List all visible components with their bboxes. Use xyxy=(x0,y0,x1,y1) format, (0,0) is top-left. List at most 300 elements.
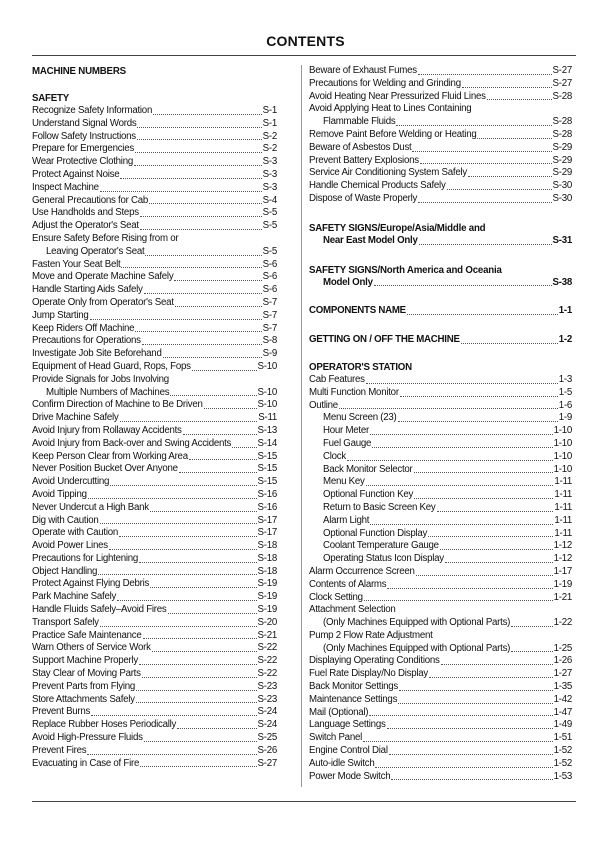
toc-entry[interactable] xyxy=(32,131,277,144)
dot-leader xyxy=(204,408,257,409)
toc-entry[interactable] xyxy=(32,310,277,323)
toc-entry[interactable] xyxy=(309,732,572,745)
toc-page-number: S-7 xyxy=(262,309,277,321)
toc-entry[interactable] xyxy=(309,540,572,553)
toc-entry[interactable] xyxy=(32,502,277,515)
toc-entry[interactable] xyxy=(32,706,277,719)
dot-leader xyxy=(232,447,256,448)
toc-entry-title: Keep Riders Off Machine xyxy=(32,322,135,334)
toc-entry[interactable] xyxy=(32,271,277,284)
toc-entry[interactable] xyxy=(32,284,277,297)
operators-station-entries xyxy=(309,374,572,784)
toc-entry-title: Prevent Battery Explosions xyxy=(309,154,419,166)
toc-entry-title: Optional Function Display xyxy=(323,527,428,539)
toc-entry[interactable] xyxy=(309,78,572,91)
toc-entry-title: Store Attachments Safely xyxy=(32,693,135,705)
dot-leader xyxy=(369,715,552,716)
dot-leader xyxy=(370,524,553,525)
toc-entry[interactable] xyxy=(309,180,572,193)
toc-entry[interactable] xyxy=(32,387,277,400)
top-rule xyxy=(32,55,576,56)
toc-entry[interactable] xyxy=(32,630,277,643)
toc-page-number: 1-35 xyxy=(553,681,572,693)
toc-entry[interactable] xyxy=(32,489,277,502)
toc-entry[interactable] xyxy=(309,553,572,566)
toc-entry-title: Mail (Optional) xyxy=(309,706,369,718)
dot-leader xyxy=(339,408,558,409)
toc-entry[interactable] xyxy=(309,745,572,758)
toc-entry-title: Clock Setting xyxy=(309,591,363,603)
dot-leader xyxy=(149,203,262,204)
toc-entry[interactable] xyxy=(309,464,572,477)
toc-entry-title: Alarm Occurrence Screen xyxy=(309,565,415,577)
toc-page-number: 1-19 xyxy=(553,578,572,590)
toc-page-number: S-6 xyxy=(262,258,277,270)
dot-leader xyxy=(387,728,553,729)
toc-page-number: S-22 xyxy=(257,655,277,667)
toc-page-number: S-15 xyxy=(257,463,277,475)
toc-entry[interactable] xyxy=(309,579,572,592)
dot-leader xyxy=(414,498,553,499)
toc-entry-title: Warn Others of Service Work xyxy=(32,642,151,654)
toc-entry-title: Multi Function Monitor xyxy=(309,386,399,398)
toc-entry-title: Optional Function Key xyxy=(323,489,414,501)
dot-leader xyxy=(389,754,553,755)
toc-entry[interactable] xyxy=(32,105,277,118)
dot-leader xyxy=(135,331,261,332)
toc-page-number: S-23 xyxy=(257,680,277,692)
toc-entry[interactable] xyxy=(309,719,572,732)
toc-entry[interactable] xyxy=(309,502,572,515)
toc-entry-title: Never Position Bucket Over Anyone xyxy=(32,463,178,475)
toc-entry-line: Pump 2 Flow Rate Adjustment xyxy=(309,629,433,641)
toc-page-number: S-13 xyxy=(257,424,277,436)
toc-page-number: S-24 xyxy=(257,719,277,731)
toc-entry-title: Back Monitor Settings xyxy=(309,681,398,693)
safety-entries xyxy=(32,105,277,770)
toc-entry[interactable] xyxy=(32,540,277,553)
toc-entry[interactable] xyxy=(32,169,277,182)
dot-leader xyxy=(134,165,262,166)
toc-entry[interactable] xyxy=(32,182,277,195)
dot-leader xyxy=(487,99,552,100)
toc-entry[interactable] xyxy=(32,297,277,310)
dot-leader xyxy=(477,138,551,139)
toc-page-number: S-28 xyxy=(552,116,572,128)
toc-entry-title: Flammable Fluids xyxy=(323,116,396,128)
dot-leader xyxy=(447,189,552,190)
toc-page-number: S-22 xyxy=(257,642,277,654)
toc-entry-title: Keep Person Clear from Working Area xyxy=(32,450,188,462)
toc-entry-title: Wear Protective Clothing xyxy=(32,156,133,168)
dot-leader xyxy=(420,163,552,164)
dot-leader xyxy=(153,114,262,115)
toc-entry[interactable] xyxy=(32,668,277,681)
toc-entry[interactable] xyxy=(309,400,572,413)
toc-page-number: 1-11 xyxy=(554,501,572,513)
toc-entry-title: Prepare for Emergencies xyxy=(32,143,134,155)
toc-entry[interactable] xyxy=(309,116,572,129)
toc-page-number: 1-25 xyxy=(553,642,572,654)
toc-page-number: S-27 xyxy=(552,65,572,76)
toc-entry-title: Use Handholds and Steps xyxy=(32,207,139,219)
toc-entry-title: Avoid Power Lines xyxy=(32,540,108,552)
toc-entry[interactable] xyxy=(309,515,572,528)
toc-page-number: 1-52 xyxy=(553,757,572,769)
toc-page-number: S-25 xyxy=(257,732,277,744)
toc-page-number: S-17 xyxy=(257,514,277,526)
toc-entry[interactable] xyxy=(32,323,277,336)
toc-page-number: S-10 xyxy=(257,399,277,411)
toc-entry-title: Language Settings xyxy=(309,719,386,731)
toc-entry-title: Handle Starting Aids Safely xyxy=(32,284,143,296)
dot-leader xyxy=(189,459,257,460)
toc-page-number: S-24 xyxy=(257,706,277,718)
toc-entry-title: Service Air Conditioning System Safely xyxy=(309,167,467,179)
toc-page-number: S-29 xyxy=(552,141,572,153)
toc-entry-title: Menu Screen (23) xyxy=(323,412,397,424)
toc-page-number: S-28 xyxy=(552,128,572,140)
toc-entry-title: Maintenance Settings xyxy=(309,693,398,705)
dot-leader xyxy=(437,511,554,512)
dot-leader xyxy=(87,754,256,755)
toc-entry[interactable] xyxy=(309,681,572,694)
dot-leader xyxy=(145,255,261,256)
toc-entry[interactable] xyxy=(309,193,572,206)
dot-leader xyxy=(120,421,258,422)
toc-entry[interactable] xyxy=(32,259,277,272)
toc-page-number: S-28 xyxy=(552,90,572,102)
toc-page-number: 1-42 xyxy=(553,693,572,705)
toc-entry-title: Practice Safe Maintenance xyxy=(32,629,142,641)
left-column xyxy=(32,65,277,770)
toc-entry[interactable] xyxy=(32,604,277,617)
toc-entry-title: Avoid Injury from Back-over and Swing Accidents xyxy=(32,437,232,449)
toc-page-number: S-10 xyxy=(257,360,277,372)
toc-page-number: S-2 xyxy=(262,130,277,142)
toc-page-number: S-15 xyxy=(257,476,277,488)
section-heading-machine-numbers: MACHINE NUMBERS xyxy=(32,66,126,77)
toc-page-number: S-8 xyxy=(262,335,277,347)
dot-leader xyxy=(412,151,551,152)
toc-entry[interactable] xyxy=(32,515,277,528)
toc-entry[interactable] xyxy=(309,707,572,720)
toc-entry[interactable] xyxy=(309,425,572,438)
toc-entry-title: (Only Machines Equipped with Optional Parts) xyxy=(323,617,511,629)
toc-entry[interactable] xyxy=(309,489,572,502)
toc-page-number: S-7 xyxy=(262,322,277,334)
toc-entry[interactable] xyxy=(309,592,572,605)
toc-entry-title: Adjust the Operator's Seat xyxy=(32,220,139,232)
dot-leader xyxy=(100,523,257,524)
toc-entry[interactable] xyxy=(32,694,277,707)
toc-entry-title: Multiple Numbers of Machines xyxy=(46,386,170,398)
toc-entry-title: Remove Paint Before Welding or Heating xyxy=(309,128,477,140)
toc-entry-title: Back Monitor Selector xyxy=(323,463,413,475)
dot-leader xyxy=(391,779,552,780)
toc-entry[interactable] xyxy=(32,566,277,579)
dot-leader xyxy=(399,690,553,691)
toc-entry-title: Evacuating in Case of Fire xyxy=(32,757,140,769)
dot-leader xyxy=(462,87,552,88)
dot-leader xyxy=(347,460,553,461)
toc-entry-line: Provide Signals for Jobs Involving xyxy=(32,373,169,385)
toc-entry-title: Fuel Gauge xyxy=(323,437,372,449)
dot-leader xyxy=(150,511,257,512)
toc-entry-title: Prevent Parts from Flying xyxy=(32,680,136,692)
dot-leader xyxy=(414,472,553,473)
toc-entry-title: (Only Machines Equipped with Optional Parts) xyxy=(323,642,511,654)
dot-leader xyxy=(183,434,257,435)
toc-entry[interactable] xyxy=(309,438,572,451)
toc-entry-signs-na[interactable]: Model Only S-38 xyxy=(323,276,572,288)
toc-page-number: S-30 xyxy=(552,180,572,192)
toc-entry[interactable] xyxy=(309,643,572,656)
toc-page-number: 1-26 xyxy=(553,655,572,667)
toc-entry-components-name[interactable]: COMPONENTS NAME 1-1 xyxy=(309,305,572,317)
dot-leader xyxy=(140,766,256,767)
dot-leader xyxy=(100,626,257,627)
toc-entry[interactable] xyxy=(32,527,277,540)
toc-entry[interactable] xyxy=(32,591,277,604)
toc-page-number: S-18 xyxy=(257,540,277,552)
dot-leader xyxy=(398,703,552,704)
toc-page-number: S-23 xyxy=(257,693,277,705)
toc-entry[interactable] xyxy=(309,758,572,771)
toc-entry[interactable] xyxy=(32,207,277,220)
toc-entry-title: Equipment of Head Guard, Rops, Fops xyxy=(32,360,191,372)
dot-leader xyxy=(170,395,256,396)
toc-page-number: S-11 xyxy=(258,412,277,424)
toc-entry-title: Switch Panel xyxy=(309,732,363,744)
toc-entry[interactable] xyxy=(309,668,572,681)
dot-leader xyxy=(142,677,257,678)
toc-entry[interactable] xyxy=(32,642,277,655)
toc-page-number: S-16 xyxy=(257,488,277,500)
dot-leader xyxy=(119,536,257,537)
toc-entry[interactable] xyxy=(309,65,572,78)
toc-entry-title: Support Machine Properly xyxy=(32,655,139,667)
toc-entry[interactable] xyxy=(309,566,572,579)
toc-page-number: S-6 xyxy=(262,271,277,283)
toc-entry-title: Auto-idle Switch xyxy=(309,757,375,769)
dot-leader xyxy=(143,638,257,639)
dot-leader xyxy=(370,434,553,435)
dot-leader xyxy=(179,472,257,473)
dot-leader xyxy=(366,485,554,486)
toc-entry[interactable] xyxy=(32,732,277,745)
toc-page-number: S-22 xyxy=(257,668,277,680)
toc-entry-title: Park Machine Safely xyxy=(32,591,117,603)
dot-leader xyxy=(468,176,552,177)
toc-entry-title: Leaving Operator's Seat xyxy=(46,245,145,257)
toc-entry[interactable] xyxy=(32,156,277,169)
toc-entry[interactable] xyxy=(32,335,277,348)
toc-entry[interactable] xyxy=(309,374,572,387)
toc-entry-title: General Precautions for Cab xyxy=(32,194,149,206)
toc-entry[interactable] xyxy=(32,425,277,438)
section-heading-signs-europe: SAFETY SIGNS/Europe/Asia/Middle and xyxy=(309,222,486,234)
safety-entries-continued xyxy=(309,65,572,206)
toc-page-number: S-27 xyxy=(257,757,277,769)
toc-entry-title: Beware of Exhaust Fumes xyxy=(309,65,417,76)
toc-page-number: S-16 xyxy=(257,501,277,513)
toc-entry[interactable] xyxy=(32,361,277,374)
toc-page-number: S-7 xyxy=(262,296,277,308)
toc-entry-title: Understand Signal Words xyxy=(32,117,137,129)
toc-entry[interactable] xyxy=(309,129,572,142)
toc-entry-title: Operate with Caution xyxy=(32,527,119,539)
dot-leader xyxy=(88,498,257,499)
toc-entry[interactable] xyxy=(32,655,277,668)
dot-leader xyxy=(109,549,257,550)
toc-page-number: S-3 xyxy=(262,181,277,193)
dot-leader xyxy=(387,588,552,589)
dot-leader xyxy=(163,357,262,358)
toc-entry-title: Prevent Burns xyxy=(32,706,91,718)
dot-leader xyxy=(136,702,257,703)
toc-entry-title: Alarm Light xyxy=(323,514,370,526)
toc-entry-title: Avoid Injury from Rollaway Accidents xyxy=(32,424,182,436)
toc-entry[interactable] xyxy=(32,463,277,476)
toc-entry[interactable] xyxy=(32,451,277,464)
toc-entry-title: Avoid Heating Near Pressurized Fluid Lines xyxy=(309,90,486,102)
toc-entry[interactable] xyxy=(309,167,572,180)
toc-entry[interactable] xyxy=(32,246,277,259)
toc-entry-title: Replace Rubber Hoses Periodically xyxy=(32,719,177,731)
dot-leader xyxy=(142,344,262,345)
dot-leader xyxy=(418,74,552,75)
toc-entry-title: Prevent Fires xyxy=(32,744,87,756)
toc-page-number: 1-9 xyxy=(558,412,572,424)
toc-entry-title: Avoid Undercutting xyxy=(32,476,110,488)
toc-entry-title: Fasten Your Seat Belt xyxy=(32,258,121,270)
toc-entry-title: Follow Safety Instructions xyxy=(32,130,136,142)
toc-entry-getting-on-off[interactable]: GETTING ON / OFF THE MACHINE 1-2 xyxy=(309,334,572,346)
toc-page-number: 1-27 xyxy=(553,668,572,680)
dot-leader xyxy=(418,202,551,203)
toc-entry-title: Recognize Safety Information xyxy=(32,105,153,116)
toc-page-number: 1-17 xyxy=(553,565,572,577)
dot-leader xyxy=(441,664,553,665)
toc-page-number: 1-10 xyxy=(553,425,572,437)
toc-entry[interactable] xyxy=(32,438,277,451)
dot-leader xyxy=(100,191,262,192)
dot-leader xyxy=(429,677,553,678)
dot-leader xyxy=(91,715,256,716)
toc-entry[interactable] xyxy=(309,387,572,400)
toc-entry[interactable] xyxy=(309,476,572,489)
toc-entry[interactable] xyxy=(309,617,572,630)
toc-entry-title: Confirm Direction of Machine to Be Driven xyxy=(32,399,203,411)
toc-page-number: S-6 xyxy=(262,284,277,296)
toc-page-number: S-18 xyxy=(257,565,277,577)
dot-leader xyxy=(398,421,558,422)
right-column xyxy=(309,65,572,783)
dot-leader xyxy=(366,383,558,384)
toc-entry[interactable] xyxy=(309,91,572,104)
toc-entry[interactable] xyxy=(309,412,572,425)
toc-entry[interactable] xyxy=(32,617,277,630)
toc-entry-title: Contents of Alarms xyxy=(309,578,387,590)
toc-entry[interactable] xyxy=(32,118,277,131)
toc-page-number: S-19 xyxy=(257,578,277,590)
toc-entry[interactable] xyxy=(32,719,277,732)
page-title: CONTENTS xyxy=(266,33,345,49)
dot-leader xyxy=(440,549,553,550)
dot-leader xyxy=(192,370,257,371)
dot-leader xyxy=(511,626,552,627)
toc-entry-line: Avoid Applying Heat to Lines Containing xyxy=(309,103,472,115)
toc-entry-title: Protect Against Noise xyxy=(32,168,120,180)
toc-entry[interactable] xyxy=(309,451,572,464)
toc-page-number: S-1 xyxy=(262,117,277,129)
dot-leader xyxy=(375,767,552,768)
toc-page-number: S-21 xyxy=(257,629,277,641)
toc-page-number: 1-12 xyxy=(553,540,572,552)
toc-entry[interactable] xyxy=(309,655,572,668)
toc-entry[interactable] xyxy=(309,155,572,168)
toc-entry-signs-europe[interactable]: Near East Model Only S-31 xyxy=(323,234,572,246)
toc-page-number: S-20 xyxy=(257,616,277,628)
toc-entry-title: Engine Control Dial xyxy=(309,745,388,757)
toc-page-number: S-10 xyxy=(257,386,277,398)
dot-leader xyxy=(144,293,262,294)
toc-page-number: 1-11 xyxy=(554,476,572,488)
toc-entry[interactable] xyxy=(32,348,277,361)
toc-entry[interactable] xyxy=(32,412,277,425)
toc-entry[interactable] xyxy=(32,143,277,156)
toc-entry-title: Dig with Caution xyxy=(32,514,99,526)
toc-entry[interactable] xyxy=(309,771,572,784)
toc-entry[interactable] xyxy=(32,745,277,758)
toc-entry[interactable] xyxy=(32,758,277,771)
toc-page-number: S-19 xyxy=(257,591,277,603)
dot-leader xyxy=(445,562,553,563)
dot-leader xyxy=(416,575,553,576)
toc-page-number: 1-49 xyxy=(553,719,572,731)
section-heading-signs-na: SAFETY SIGNS/North America and Oceania xyxy=(309,264,502,276)
toc-page-number: 1-22 xyxy=(553,617,572,629)
section-heading-safety: SAFETY xyxy=(32,93,70,104)
toc-page-number: 1-11 xyxy=(554,514,572,526)
toc-page-number: 1-53 xyxy=(553,770,572,782)
dot-leader xyxy=(136,690,256,691)
toc-page-number: 1-12 xyxy=(553,553,572,565)
toc-entry[interactable] xyxy=(32,578,277,591)
toc-entry[interactable] xyxy=(309,528,572,541)
toc-entry-title: Menu Key xyxy=(323,476,365,488)
dot-leader xyxy=(396,125,551,126)
toc-page-number: S-17 xyxy=(257,527,277,539)
toc-entry-title: Clock xyxy=(323,450,346,462)
toc-entry[interactable] xyxy=(32,220,277,233)
toc-entry[interactable] xyxy=(32,681,277,694)
dot-leader xyxy=(90,319,262,320)
toc-entry-title: Inspect Machine xyxy=(32,181,99,193)
toc-entry[interactable] xyxy=(309,142,572,155)
toc-entry[interactable] xyxy=(32,553,277,566)
toc-entry[interactable] xyxy=(32,195,277,208)
toc-entry[interactable] xyxy=(309,694,572,707)
toc-entry[interactable] xyxy=(32,399,277,412)
dot-leader xyxy=(511,651,552,652)
toc-entry-title: Avoid Tipping xyxy=(32,488,87,500)
toc-page-number: S-29 xyxy=(552,154,572,166)
toc-page-number: S-4 xyxy=(262,194,277,206)
toc-page-number: 1-21 xyxy=(553,591,572,603)
toc-entry[interactable] xyxy=(32,476,277,489)
